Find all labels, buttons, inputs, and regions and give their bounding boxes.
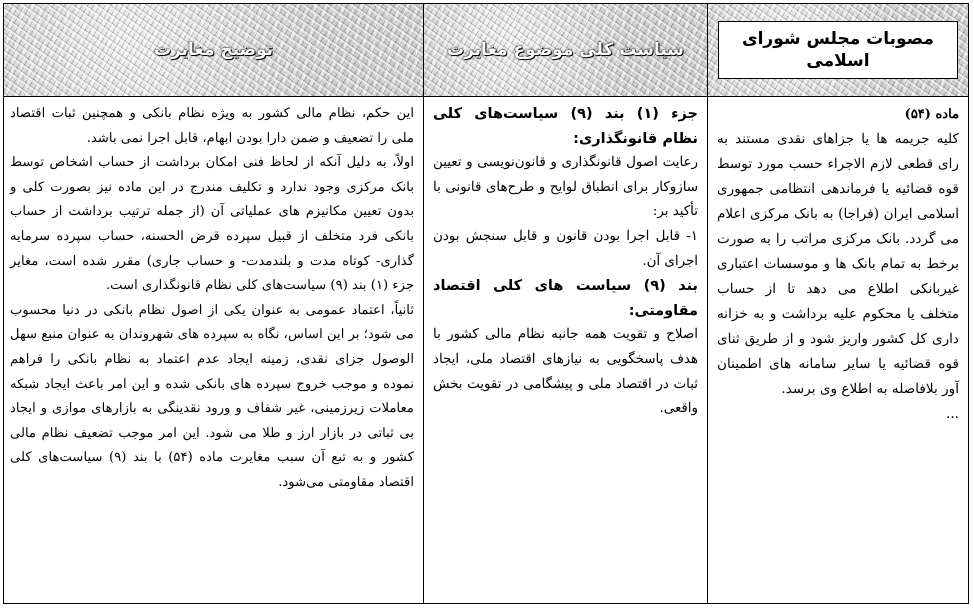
explanation-column (4, 4, 424, 603)
table-columns (4, 4, 968, 603)
explanation-header: توضیح مغایرت (153, 39, 274, 60)
explanation-paragraph: اولاً، به دلیل آنکه از لحاظ فنی امکان برداشت از حساب اشخاص توسط بانک مرکزی وجود ندارد و تکلیف مندرج در این ماده نیز بصورت کلی و بدون تعیین مکانیزم های عملیاتی آن (از جمله ترتیب برداشت از حساب بانکی فرد متخلف از قبیل سپرده قرض الحسنه، حساب سپرده سرمایه گذاری- کوتاه مدت و بلندمدت- و حساب جاری) مقرر شده است، مغایر جزء (۱) بند (۹) سیاست‌های کلی نظام قانونگذاری است. (10, 155, 414, 294)
article-text: کلیه جریمه ها یا جزاهای نقدی مستند به رای قطعی لازم الاجراء حسب مورد توسط قوه قضائیه یا فرماندهی انتظامی جمهوری اسلامی ایران (فراجا) به بانک مرکزی اعلام می گردد. بانک مرکزی مراتب را به صورت برخط به تمام بانک ها و موسسات اعتباری غیربانکی اطلاع می دهد تا از حساب متخلف یا محکوم علیه برداشت و به خزانه داری کل کشور واریز شود و از طریق ثنای قوه قضائیه یا سایر سامانه های اطمینان آور بلافاصله به اطلاع وی برسد. (717, 131, 959, 397)
policy-body (424, 97, 707, 603)
article-label: ماده (۵۴) (904, 107, 959, 122)
approvals-body (708, 97, 968, 603)
explanation-body (4, 97, 423, 603)
approvals-header: مصوبات مجلس شورای اسلامی (718, 21, 958, 79)
article-ellipsis: ... (946, 406, 959, 422)
policy-section1-item: ۱- قابل اجرا بودن قانون و قابل سنجش بودن اجرای آن. (433, 228, 698, 269)
policy-section1-heading: جزء (۱) بند (۹) سیاست‌های کلی نظام قانونگذاری: (433, 106, 698, 147)
approvals-column (708, 4, 968, 603)
policy-section2-text: اصلاح و تقویت همه جانبه نظام مالی کشور با هدف پاسخگویی به نیازهای اقتصاد ملی، ایجاد ثبات در اقتصاد ملی و پیشگامی در تقویت بخش واقعی. (433, 327, 698, 417)
explanation-header-cell (4, 4, 423, 97)
approvals-header-cell (708, 4, 968, 97)
policy-section1-text: رعایت اصول قانونگذاری و قانون‌نویسی و تعیین سازوکار برای انطباق لوایح و طرح‌های قانونی با تأکید بر: (433, 155, 698, 220)
policy-header: سیاست کلی موضوع مغایرت (447, 39, 684, 60)
explanation-paragraph: این حکم، نظام مالی کشور به ویژه نظام بانکی و همچنین ثبات اقتصاد ملی را تضعیف و ضمن دارا بودن ابهام، قابل اجرا نمی باشد. (10, 106, 414, 146)
policy-column (424, 4, 708, 603)
explanation-paragraph: ثانیاً، اعتماد عمومی به عنوان یکی از اصول نظام بانکی در دنیا محسوب می شود؛ بر این اساس، نگاه به سپرده های شهروندان به عنوان منبع سهل الوصول جزای نقدی، زمینه ایجاد عدم اعتماد به نظام بانکی را فراهم نموده و موجب خروج سپرده های بانکی شده و این امر باعث ایجاد شبکه معاملات زیرزمینی، غیر شفاف و ورود نقدینگی به بازارهای موازی و ایجاد بی ثباتی در بازار ارز و طلا می شود. این امر موجب تضعیف نظام مالی کشور و به تبع آن سبب مغایرت ماده (۵۴) با بند (۹) سیاست‌های کلی اقتصاد مقاومتی می‌شود. (10, 302, 414, 490)
comparison-table (3, 3, 969, 604)
policy-header-cell (424, 4, 707, 97)
policy-section2-heading: بند (۹) سیاست های کلی اقتصاد مقاومتی: (433, 278, 698, 319)
